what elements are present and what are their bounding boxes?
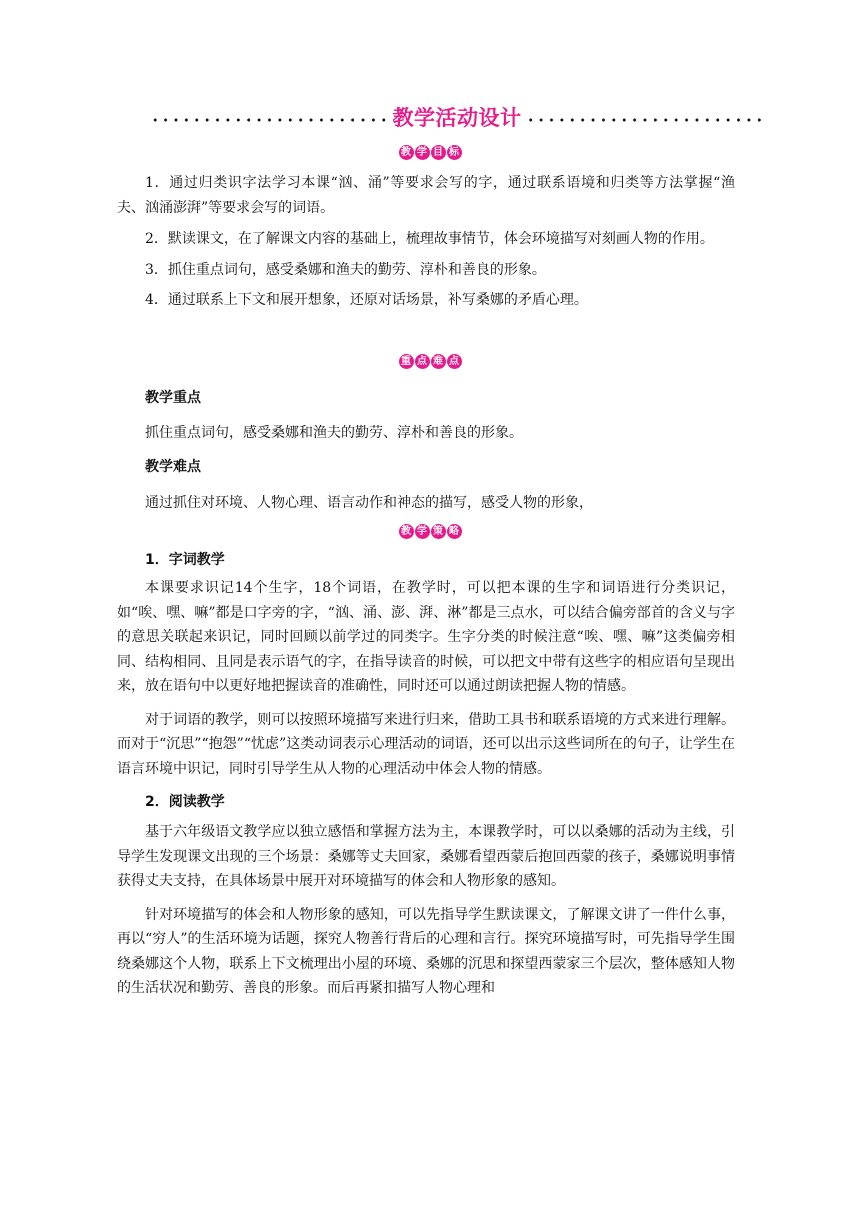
reading-teaching-heading: 2．阅读教学 (145, 794, 225, 810)
section-title: 教学活动设计 (392, 106, 522, 130)
keypoints-badge-wrap (0, 354, 860, 369)
teaching-goals-badge (399, 145, 462, 160)
badge-char: 标 (447, 145, 462, 160)
right-dot-divider (524, 118, 765, 122)
goal-item: 4．通过联系上下文和展开想象，还原对话场景，补写桑娜的矛盾心理。 (145, 292, 588, 308)
word-teaching-heading: 1．字词教学 (145, 552, 225, 568)
key-heading: 教学重点 (145, 390, 201, 406)
badge-char: 学 (415, 145, 430, 160)
strategy-section (117, 548, 735, 1001)
goals-list (117, 171, 735, 313)
word-teaching-paragraph: 对于词语的教学，则可以按照环境描写来进行归来，借助工具书和联系语境的方式来进行理解。而对于“沉思”“抱怨”“忧虑”这类动词表示心理活动的词语，还可以出示这些词所在的句子，让学生在语言环境中识记，同时引导学生从人物的心理活动中体会人物的情感。 (117, 711, 735, 777)
strategy-badge-wrap (0, 524, 860, 539)
difficult-text: 通过抓住对环境、人物心理、语言动作和神态的描写，感受人物的形象， (145, 495, 593, 511)
goal-item: 2．默读课文，在了解课文内容的基础上，梳理故事情节，体会环境描写对刻画人物的作用。 (145, 231, 714, 247)
key-difficult-badge (399, 354, 462, 369)
badge-char: 教 (399, 145, 414, 160)
goal-item: 3．抓住重点词句，感受桑娜和渔夫的勤劳、淳朴和善良的形象。 (145, 262, 546, 278)
word-teaching-paragraph: 本课要求识记14个生字，18个词语，在教学时，可以把本课的生字和词语进行分类识记，如“唉、嘿、嘛”都是口字旁的字，“汹、涌、澎、湃、淋”都是三点水，可以结合偏旁部首的含义与字的意思关联起来识记，同时回顾以前学过的同类字。生字分类的时候注意“唉、嘿、嘛”这类偏旁相同、结构相同、且同是表示语气的字，在指导读音的时候，可以把文中带有这些字的相应语句呈现出来，放在语句中以更好地把握读音的准确性，同时还可以通过朗读把握人物的情感。 (117, 580, 735, 694)
badge-char: 策 (431, 524, 446, 539)
badge-char: 略 (447, 524, 462, 539)
difficult-heading: 教学难点 (145, 459, 201, 475)
badge-char: 教 (399, 524, 414, 539)
reading-teaching-paragraph: 针对环境描写的体会和人物形象的感知，可以先指导学生默读课文，了解课文讲了一件什么事，再以“穷人”的生活环境为话题，探究人物善行背后的心理和言行。探究环境描写时，可先指导学生围绕桑娜这个人物，联系上下文梳理出小屋的环境、桑娜的沉思和探望西蒙家三个层次，整体感知人物的生活状况和勤劳、善良的形象。而后再紧扣描写人物心理和 (117, 906, 735, 996)
badge-char: 点 (447, 354, 462, 369)
badge-char: 点 (415, 354, 430, 369)
section-title-row (150, 100, 764, 134)
reading-teaching-paragraph: 基于六年级语文教学应以独立感悟和掌握方法为主，本课教学时，可以以桑娜的活动为主线，引导学生发现课文出现的三个场景：桑娜等丈夫回家，桑娜看望西蒙后抱回西蒙的孩子，桑娜说明事情获得丈夫支持，在具体场景中展开对环境描写的体会和人物形象的感知。 (117, 824, 735, 889)
key-section (117, 386, 735, 516)
badge-char: 目 (431, 145, 446, 160)
badge-char: 学 (415, 524, 430, 539)
goals-badge-wrap (0, 145, 860, 160)
key-text: 抓住重点词句，感受桑娜和渔夫的勤劳、淳朴和善良的形象。 (145, 425, 523, 441)
teaching-strategy-badge (399, 524, 462, 539)
goal-item: 1．通过归类识字法学习本课“汹、涌”等要求会写的字，通过联系语境和归类等方法掌握“渔夫、汹涌澎湃”等要求会写的词语。 (117, 175, 735, 216)
left-dot-divider (150, 118, 391, 122)
badge-char: 难 (431, 354, 446, 369)
badge-char: 重 (399, 354, 414, 369)
